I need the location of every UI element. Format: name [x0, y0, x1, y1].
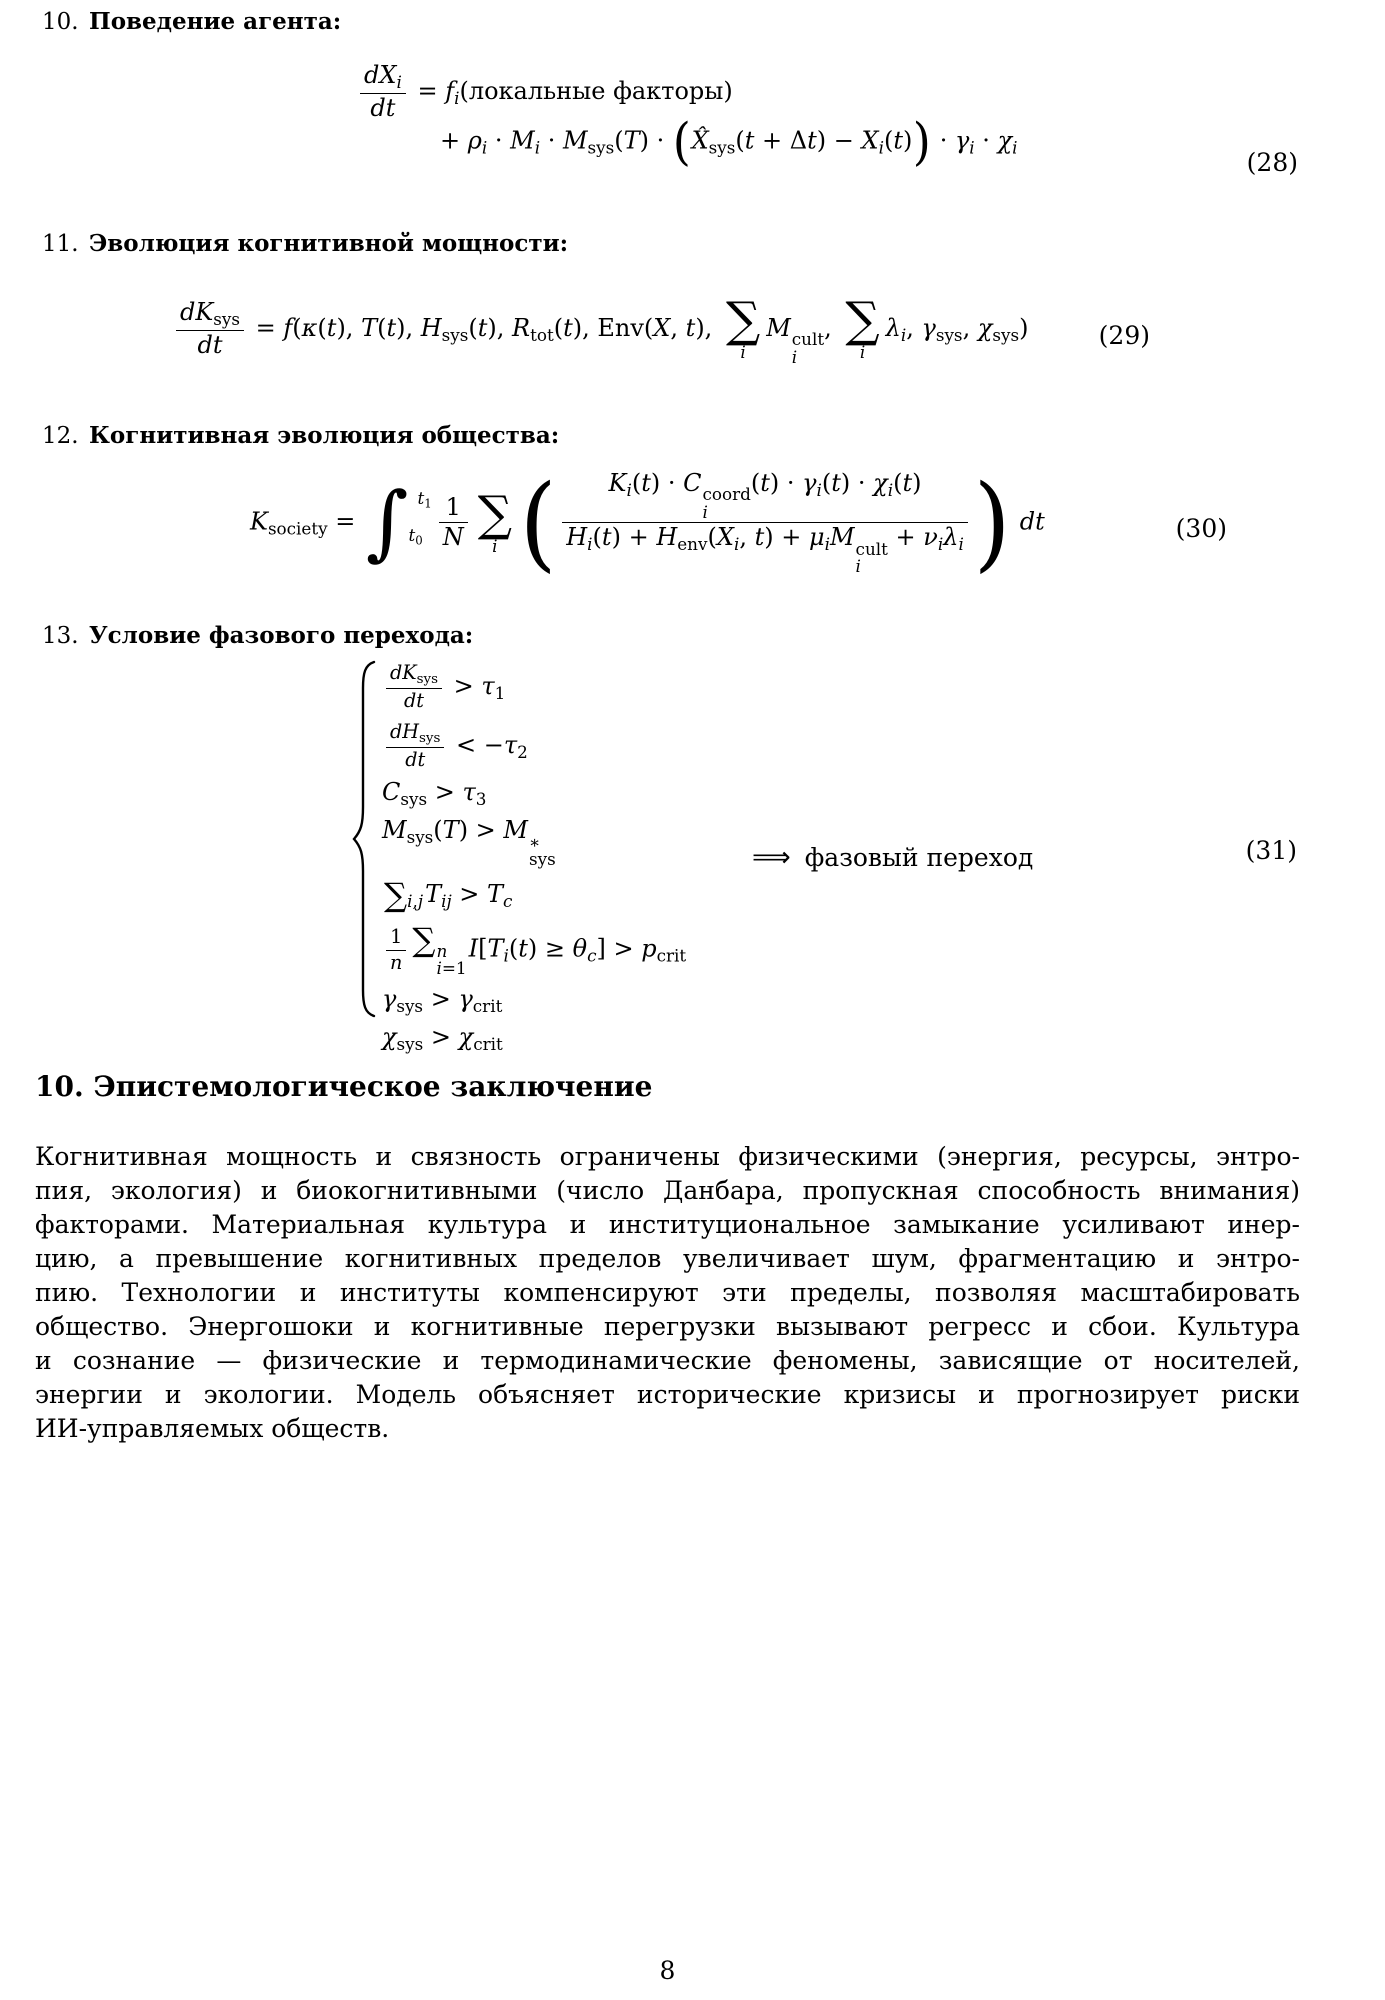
phase-transition-conditions: [382, 662, 686, 1055]
case-line: $M_{sys}(T) > M$ ∗ sys: [382, 816, 556, 870]
item-title: Когнитивная эволюция общества:: [89, 422, 560, 449]
item-title: Условие фазового перехода:: [89, 622, 474, 649]
list-item-12: [42, 422, 559, 449]
paragraph-line: Когнитивная мощность и связность ограничены физическими (энергия, ресурсы, энтро-: [35, 1142, 1300, 1171]
body-paragraph: [35, 1140, 1300, 1446]
paragraph-line: пия, экология) и биокогнитивными (число Данбара, пропускная способность внимания): [35, 1176, 1300, 1205]
item-number: 11.: [42, 231, 79, 257]
equation-31-number: (31): [1245, 836, 1297, 865]
item-title: Эволюция когнитивной мощности:: [89, 230, 569, 257]
case-line: $\chi_{sys} > \chi_{crit}$: [382, 1023, 503, 1055]
case-line: $\frac{dH_{sys}}{dt}$ < $-\tau_2$: [382, 721, 686, 772]
item-title: Поведение агента:: [89, 8, 342, 35]
list-item-13: [42, 622, 473, 649]
case-line: $\frac{1}{n}$ ∑ n i=1 $I[T_i(t) \ge \theta_c] > p_{crit}$: [382, 922, 686, 978]
equation-30-number: (30): [1175, 514, 1227, 543]
paragraph-line: цию, а превышение когнитивных пределов увеличивает шум, фрагментацию и энтро-: [35, 1244, 1300, 1273]
item-number: 10.: [42, 9, 79, 35]
equation-28-line2: + $\rho_i \cdot M_i \cdot M_{sys}(T)$ · $(X̂_{sys}(t + \Delta t) - X_i(t)) \cdot \gamma_i \cdot \chi_i$: [440, 112, 1018, 171]
paragraph-line: факторами. Материальная культура и институциональное замыкание усиливают инер-: [35, 1210, 1300, 1239]
case-line: $\sum_{i,j}T_{ij} > T_c$: [384, 875, 513, 914]
equation-30: $K_{society}$ = ∫ $t_1$ $t_0$ $\frac{1}{N}$ ∑ i ( $K_i(t) \cdot C$ coord i $(t) \cdot \gamma_i(t) \cdot \chi_i(t)$ $H_i(t) + H_{env}(X_i$, $t) + \mu_iM$ cult i + $\nu_i\lambda_i$ ) dt: [250, 462, 1045, 583]
item-number: 12.: [42, 423, 79, 449]
paragraph-line: ИИ-управляемых обществ.: [35, 1414, 390, 1443]
case-line: $\frac{dK_{sys}}{dt}$ > $\tau_1$: [382, 662, 686, 713]
paragraph-line: и сознание — физические и термодинамические феномены, зависящие от носителей,: [35, 1346, 1300, 1375]
case-line: $\gamma_{sys} > \gamma_{crit}$: [382, 984, 503, 1016]
paragraph-line: энергии и экологии. Модель объясняет исторические кризисы и прогнозирует риски: [35, 1380, 1300, 1409]
section-heading: 10. Эпистемологическое заключение: [35, 1070, 653, 1103]
equation-28-number: (28): [1246, 148, 1298, 177]
implies-arrow-icon: ⟹: [752, 842, 791, 873]
equation-28-line1: $\frac{dX_i}{dt}$ = $f_i(локальные$ факторы): [356, 62, 733, 123]
paragraph-line: общество. Энергошоки и когнитивные перегрузки вызывают регресс и сбои. Культура: [35, 1312, 1300, 1341]
list-item-10: [42, 8, 341, 35]
conclusion-text: фазовый переход: [804, 843, 1034, 872]
cases-brace: [352, 660, 376, 1022]
paragraph-line: пию. Технологии и институты компенсируют эти пределы, позволяя масштабировать: [35, 1278, 1300, 1307]
implication-row: [752, 840, 1033, 875]
equation-29-number: (29): [1098, 321, 1150, 350]
list-item-11: [42, 230, 568, 257]
item-number: 13.: [42, 623, 79, 649]
equation-29: $\frac{dK_{sys}}{dt}$ = f(κ(t), T(t), $H_{sys}(t)$, $R_{tot}(t)$, Env(X, t), ∑ i M cult i , ∑ i $\lambda_i$, $\gamma_{sys}$, $\chi_{sys}$): [172, 298, 1028, 366]
case-line: $C_{sys} > \tau_3$: [382, 778, 487, 810]
page-number: 8: [659, 1956, 676, 1985]
